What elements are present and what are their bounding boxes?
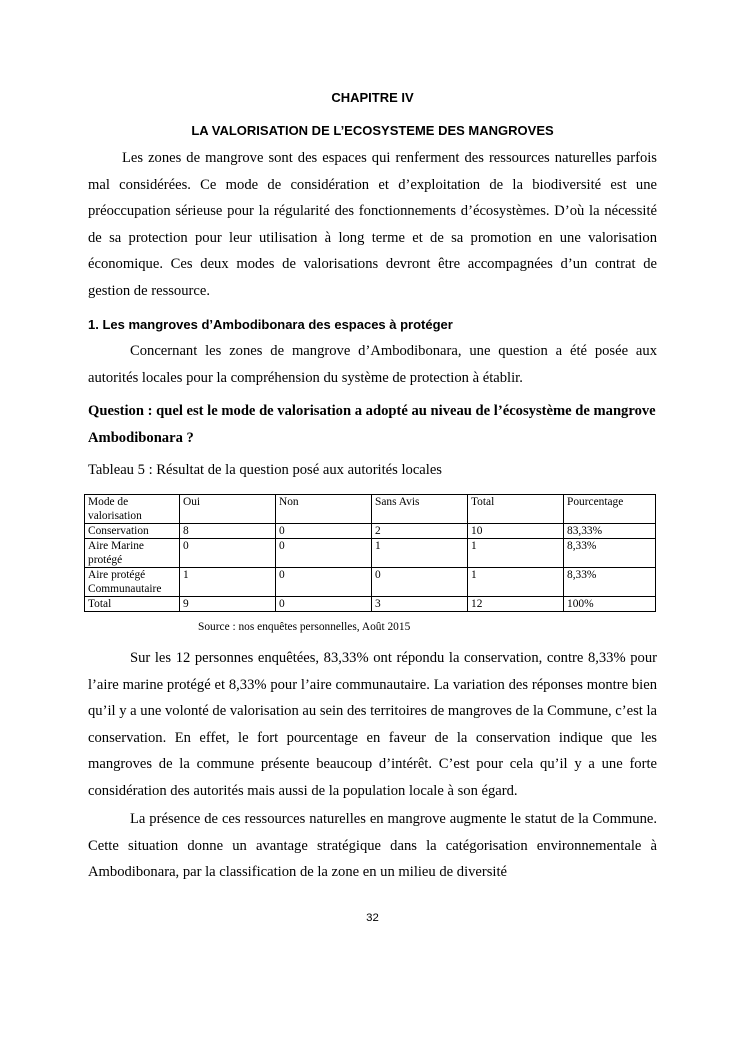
table-cell: 83,33% — [564, 524, 656, 539]
table-cell: 1 — [372, 539, 468, 568]
table-cell: 2 — [372, 524, 468, 539]
table-cell: Aire Marine protégé — [85, 539, 180, 568]
table-cell: 0 — [372, 568, 468, 597]
table-cell: 0 — [276, 568, 372, 597]
table-cell: 12 — [468, 597, 564, 612]
table-cell: 1 — [468, 568, 564, 597]
closing-paragraph: La présence de ces ressources naturelles en mangrove augmente le statut de la Commune. Cette situation donne un avantage stratégique dans la catégorisation environnementale à Ambodibonara, par la classification de la zone en un milieu de diversité — [88, 811, 657, 881]
table-cell: 8 — [180, 524, 276, 539]
table-cell: Total — [85, 597, 180, 612]
table-header-cell: Oui — [180, 495, 276, 524]
table-cell: Conservation — [85, 524, 180, 539]
table-header-cell: Sans Avis — [372, 495, 468, 524]
table-row — [85, 539, 656, 568]
chapter-title: LA VALORISATION DE L’ECOSYSTEME DES MANGROVES — [191, 123, 554, 138]
table-header-cell: Mode de valorisation — [85, 495, 180, 524]
table-cell: 0 — [276, 597, 372, 612]
section-paragraph: Concernant les zones de mangrove d’Ambodibonara, une question a été posée aux autorités locales pour la compréhension du système de protection à établir. — [88, 343, 657, 386]
table-cell: 1 — [468, 539, 564, 568]
table-cell: 0 — [276, 524, 372, 539]
table-cell: 9 — [180, 597, 276, 612]
table-row — [85, 524, 656, 539]
table-cell: 0 — [180, 539, 276, 568]
page-number: 32 — [366, 912, 379, 924]
table-cell: 100% — [564, 597, 656, 612]
table-cell: 10 — [468, 524, 564, 539]
survey-question: Question : quel est le mode de valorisation a adopté au niveau de l’écosystème de mangrove Ambodibonara ? — [88, 403, 656, 446]
table-cell: 3 — [372, 597, 468, 612]
chapter-number: CHAPITRE IV — [331, 90, 414, 105]
table-cell: 0 — [276, 539, 372, 568]
section-heading: 1. Les mangroves d’Ambodibonara des espaces à protéger — [88, 317, 453, 332]
table-cell: 8,33% — [564, 568, 656, 597]
analysis-paragraph: Sur les 12 personnes enquêtées, 83,33% ont répondu la conservation, contre 8,33% pour l’aire marine protégé et 8,33% pour l’aire communautaire. La variation des réponses montre bien qu’il y a une volonté de valorisation au sein des territoires de mangroves de la Commune, c’est la conservation. En effet, le fort pourcentage en faveur de la conservation indique que les mangroves de la commune présente beaucoup d’intérêt. C’est pour cela qu’il y a une forte considération des autorités mais aussi de la population locale à son égard. — [88, 650, 657, 799]
table-source: Source : nos enquêtes personnelles, Août 2015 — [198, 621, 411, 633]
table-caption: Tableau 5 : Résultat de la question posé aux autorités locales — [88, 462, 442, 478]
table-header-cell: Total — [468, 495, 564, 524]
table-cell: 1 — [180, 568, 276, 597]
table-header-row — [85, 495, 656, 524]
table-header-cell: Non — [276, 495, 372, 524]
table-cell: Aire protégé Communautaire — [85, 568, 180, 597]
table-cell: 8,33% — [564, 539, 656, 568]
table-header-cell: Pourcentage — [564, 495, 656, 524]
table-row — [85, 568, 656, 597]
intro-paragraph: Les zones de mangrove sont des espaces qui renferment des ressources naturelles parfois mal considérées. Ce mode de considération et d’exploitation de la biodiversité est une préoccupation sérieuse pour la régularité des fonctionnements d’écosystèmes. D’où la nécessité de sa protection pour leur utilisation à long terme et de sa promotion en une valorisation économique. Ces deux modes de valorisations devront être accompagnées d’un contrat de gestion de ressource. — [88, 150, 657, 299]
table-total-row — [85, 597, 656, 612]
results-table — [84, 494, 656, 612]
